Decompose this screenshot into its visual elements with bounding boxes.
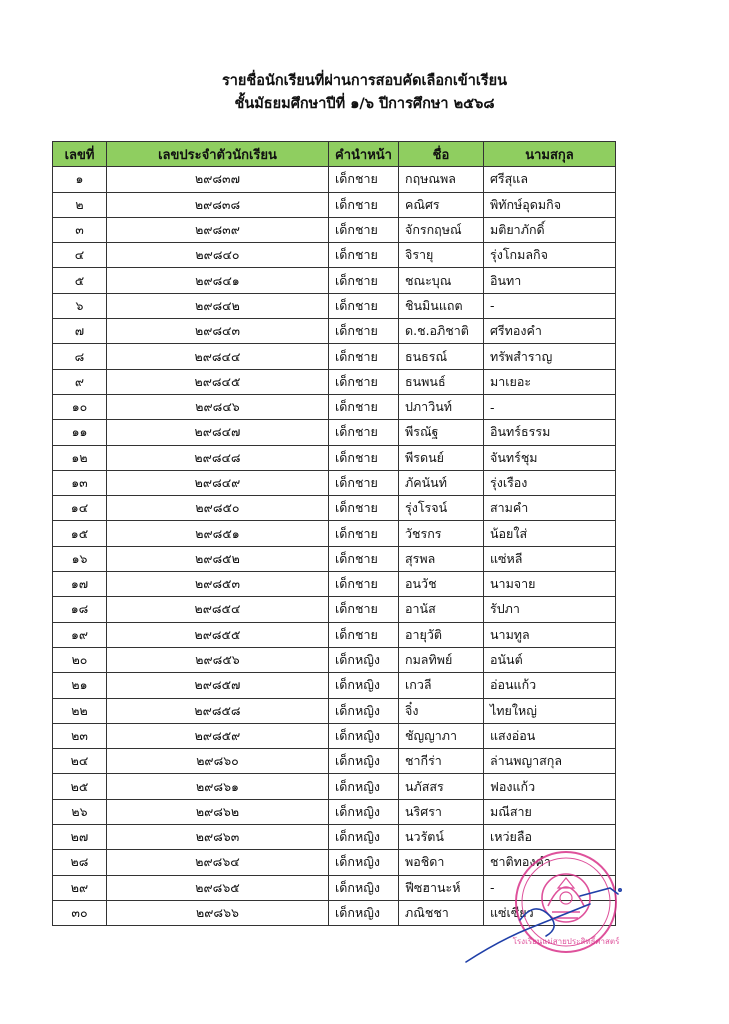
cell-surname: น้อยใส่ bbox=[484, 521, 616, 546]
header-no: เลขที่ bbox=[53, 142, 107, 167]
cell-surname: ศรีทองคำ bbox=[484, 319, 616, 344]
cell-first-name: รุ่งโรจน์ bbox=[399, 496, 484, 521]
cell-no: ๓ bbox=[53, 217, 107, 242]
cell-student-id: ๒๙๘๓๘ bbox=[107, 192, 329, 217]
cell-surname: เหว่ยลือ bbox=[484, 825, 616, 850]
cell-no: ๑ bbox=[53, 167, 107, 192]
table-row bbox=[53, 192, 616, 217]
table-row bbox=[53, 673, 616, 698]
cell-no: ๒๖ bbox=[53, 799, 107, 824]
cell-first-name: พีรณัฐ bbox=[399, 420, 484, 445]
cell-no: ๒๘ bbox=[53, 850, 107, 875]
table-row bbox=[53, 749, 616, 774]
table-row bbox=[53, 723, 616, 748]
cell-prefix: เด็กชาย bbox=[329, 445, 399, 470]
cell-surname: - bbox=[484, 394, 616, 419]
cell-first-name: จิ๋ง bbox=[399, 698, 484, 723]
cell-prefix: เด็กหญิง bbox=[329, 850, 399, 875]
table-row bbox=[53, 369, 616, 394]
cell-no: ๑๖ bbox=[53, 546, 107, 571]
cell-prefix: เด็กชาย bbox=[329, 521, 399, 546]
table-row bbox=[53, 496, 616, 521]
cell-surname: มติยาภักดิ์ bbox=[484, 217, 616, 242]
cell-prefix: เด็กหญิง bbox=[329, 647, 399, 672]
header-student-id: เลขประจำตัวนักเรียน bbox=[107, 142, 329, 167]
cell-prefix: เด็กชาย bbox=[329, 192, 399, 217]
cell-surname: รุ่งโกมลกิจ bbox=[484, 243, 616, 268]
cell-student-id: ๒๙๘๔๑ bbox=[107, 268, 329, 293]
cell-first-name: ธนพนธ์ bbox=[399, 369, 484, 394]
cell-first-name: ภณิชชา bbox=[399, 900, 484, 925]
cell-surname: ชาติทองคำ bbox=[484, 850, 616, 875]
cell-surname: นามทูล bbox=[484, 622, 616, 647]
cell-first-name: จักรกฤษณ์ bbox=[399, 217, 484, 242]
cell-no: ๑๗ bbox=[53, 572, 107, 597]
cell-surname: พิทักษ์อุดมกิจ bbox=[484, 192, 616, 217]
cell-student-id: ๒๙๘๔๒ bbox=[107, 293, 329, 318]
cell-prefix: เด็กชาย bbox=[329, 470, 399, 495]
student-roster-table bbox=[52, 141, 616, 926]
cell-student-id: ๒๙๘๕๘ bbox=[107, 698, 329, 723]
header-first-name: ชื่อ bbox=[399, 142, 484, 167]
cell-first-name: ปภาวินท์ bbox=[399, 394, 484, 419]
cell-prefix: เด็กหญิง bbox=[329, 875, 399, 900]
cell-no: ๗ bbox=[53, 319, 107, 344]
cell-no: ๖ bbox=[53, 293, 107, 318]
cell-surname: แซ่เซียว bbox=[484, 900, 616, 925]
cell-student-id: ๒๙๘๔๔ bbox=[107, 344, 329, 369]
table-row bbox=[53, 217, 616, 242]
cell-first-name: ชณะบุณ bbox=[399, 268, 484, 293]
cell-no: ๒๐ bbox=[53, 647, 107, 672]
cell-prefix: เด็กหญิง bbox=[329, 673, 399, 698]
cell-student-id: ๒๙๘๔๓ bbox=[107, 319, 329, 344]
cell-surname: มณีสาย bbox=[484, 799, 616, 824]
table-row bbox=[53, 344, 616, 369]
table-row bbox=[53, 799, 616, 824]
table-row bbox=[53, 698, 616, 723]
cell-student-id: ๒๙๘๔๘ bbox=[107, 445, 329, 470]
cell-no: ๒๙ bbox=[53, 875, 107, 900]
cell-surname: รุ่งเรือง bbox=[484, 470, 616, 495]
cell-prefix: เด็กหญิง bbox=[329, 698, 399, 723]
cell-prefix: เด็กชาย bbox=[329, 622, 399, 647]
cell-student-id: ๒๙๘๓๙ bbox=[107, 217, 329, 242]
cell-prefix: เด็กหญิง bbox=[329, 799, 399, 824]
table-row bbox=[53, 445, 616, 470]
cell-no: ๒๗ bbox=[53, 825, 107, 850]
cell-surname: แซ่หลี bbox=[484, 546, 616, 571]
cell-prefix: เด็กชาย bbox=[329, 572, 399, 597]
table-row bbox=[53, 572, 616, 597]
cell-first-name: จิรายุ bbox=[399, 243, 484, 268]
cell-first-name: ชากีร่า bbox=[399, 749, 484, 774]
cell-no: ๑๒ bbox=[53, 445, 107, 470]
table-row bbox=[53, 293, 616, 318]
cell-first-name: วัชรกร bbox=[399, 521, 484, 546]
cell-no: ๑๔ bbox=[53, 496, 107, 521]
cell-surname: ไทยใหญ่ bbox=[484, 698, 616, 723]
cell-student-id: ๒๙๘๖๕ bbox=[107, 875, 329, 900]
table-row bbox=[53, 597, 616, 622]
cell-first-name: กมลทิพย์ bbox=[399, 647, 484, 672]
cell-student-id: ๒๙๘๖๖ bbox=[107, 900, 329, 925]
cell-prefix: เด็กชาย bbox=[329, 293, 399, 318]
table-row bbox=[53, 622, 616, 647]
cell-prefix: เด็กชาย bbox=[329, 496, 399, 521]
table-row bbox=[53, 394, 616, 419]
cell-no: ๑๑ bbox=[53, 420, 107, 445]
cell-no: ๑๕ bbox=[53, 521, 107, 546]
cell-prefix: เด็กชาย bbox=[329, 167, 399, 192]
cell-prefix: เด็กชาย bbox=[329, 420, 399, 445]
cell-first-name: อานัส bbox=[399, 597, 484, 622]
cell-first-name: ภัคนันท์ bbox=[399, 470, 484, 495]
cell-surname: อินทา bbox=[484, 268, 616, 293]
cell-surname: สามคำ bbox=[484, 496, 616, 521]
cell-surname: อนันต์ bbox=[484, 647, 616, 672]
cell-student-id: ๒๙๘๕๖ bbox=[107, 647, 329, 672]
cell-surname: ศรีสุแล bbox=[484, 167, 616, 192]
cell-first-name: อนวัช bbox=[399, 572, 484, 597]
cell-student-id: ๒๙๘๕๔ bbox=[107, 597, 329, 622]
cell-first-name: นวรัตน์ bbox=[399, 825, 484, 850]
cell-no: ๙ bbox=[53, 369, 107, 394]
cell-first-name: นภัสสร bbox=[399, 774, 484, 799]
cell-student-id: ๒๙๘๕๙ bbox=[107, 723, 329, 748]
table-row bbox=[53, 268, 616, 293]
table-row bbox=[53, 319, 616, 344]
cell-first-name: ฟีซฮานะห์ bbox=[399, 875, 484, 900]
cell-no: ๕ bbox=[53, 268, 107, 293]
cell-first-name: คณิศร bbox=[399, 192, 484, 217]
cell-student-id: ๒๙๘๖๒ bbox=[107, 799, 329, 824]
cell-surname: ล่านพญาสกุล bbox=[484, 749, 616, 774]
table-row bbox=[53, 647, 616, 672]
document-subtitle: ชั้นมัธยมศึกษาปีที่ ๑/๖ ปีการศึกษา ๒๕๖๘ bbox=[234, 96, 495, 112]
cell-surname: มาเยอะ bbox=[484, 369, 616, 394]
table-row bbox=[53, 470, 616, 495]
header-surname: นามสกุล bbox=[484, 142, 616, 167]
cell-prefix: เด็กหญิง bbox=[329, 749, 399, 774]
cell-no: ๒๔ bbox=[53, 749, 107, 774]
cell-first-name: ด.ช.อภิชาติ bbox=[399, 319, 484, 344]
cell-student-id: ๒๙๘๔๗ bbox=[107, 420, 329, 445]
cell-no: ๒๑ bbox=[53, 673, 107, 698]
table-row bbox=[53, 825, 616, 850]
cell-prefix: เด็กหญิง bbox=[329, 774, 399, 799]
seal-text: โรงเรียนแม่สายประสิทธิ์ศาสตร์ bbox=[512, 937, 620, 946]
cell-no: ๑๐ bbox=[53, 394, 107, 419]
cell-student-id: ๒๙๘๕๗ bbox=[107, 673, 329, 698]
cell-student-id: ๒๙๘๕๒ bbox=[107, 546, 329, 571]
cell-surname: ฟองแก้ว bbox=[484, 774, 616, 799]
cell-prefix: เด็กหญิง bbox=[329, 900, 399, 925]
cell-first-name: ชินมินแถต bbox=[399, 293, 484, 318]
cell-first-name: อายุวัติ bbox=[399, 622, 484, 647]
table-row bbox=[53, 521, 616, 546]
cell-student-id: ๒๙๘๕๐ bbox=[107, 496, 329, 521]
cell-no: ๒๕ bbox=[53, 774, 107, 799]
cell-surname: จันทร์ชุม bbox=[484, 445, 616, 470]
cell-surname: ทรัพสำราญ bbox=[484, 344, 616, 369]
cell-prefix: เด็กหญิง bbox=[329, 723, 399, 748]
table-row bbox=[53, 420, 616, 445]
cell-student-id: ๒๙๘๔๕ bbox=[107, 369, 329, 394]
cell-surname: รัปภา bbox=[484, 597, 616, 622]
cell-first-name: กฤษณพล bbox=[399, 167, 484, 192]
cell-surname: แสงอ่อน bbox=[484, 723, 616, 748]
cell-student-id: ๒๙๘๕๓ bbox=[107, 572, 329, 597]
cell-student-id: ๒๙๘๖๔ bbox=[107, 850, 329, 875]
cell-prefix: เด็กชาย bbox=[329, 243, 399, 268]
cell-first-name: ธนธรณ์ bbox=[399, 344, 484, 369]
header-prefix: คำนำหน้า bbox=[329, 142, 399, 167]
table-row bbox=[53, 546, 616, 571]
cell-no: ๔ bbox=[53, 243, 107, 268]
cell-surname: - bbox=[484, 293, 616, 318]
cell-first-name: นริศรา bbox=[399, 799, 484, 824]
cell-student-id: ๒๙๘๕๕ bbox=[107, 622, 329, 647]
cell-prefix: เด็กชาย bbox=[329, 319, 399, 344]
cell-no: ๓๐ bbox=[53, 900, 107, 925]
cell-first-name: พอชิดา bbox=[399, 850, 484, 875]
cell-no: ๑๘ bbox=[53, 597, 107, 622]
table-body bbox=[53, 167, 616, 926]
cell-no: ๑๓ bbox=[53, 470, 107, 495]
cell-student-id: ๒๙๘๔๙ bbox=[107, 470, 329, 495]
cell-surname: อ่อนแก้ว bbox=[484, 673, 616, 698]
cell-prefix: เด็กชาย bbox=[329, 597, 399, 622]
cell-prefix: เด็กหญิง bbox=[329, 825, 399, 850]
cell-first-name: เกวลี bbox=[399, 673, 484, 698]
cell-student-id: ๒๙๘๖๑ bbox=[107, 774, 329, 799]
cell-first-name: ชัญญาภา bbox=[399, 723, 484, 748]
cell-no: ๒๓ bbox=[53, 723, 107, 748]
cell-prefix: เด็กชาย bbox=[329, 394, 399, 419]
cell-student-id: ๒๙๘๖๓ bbox=[107, 825, 329, 850]
cell-surname: - bbox=[484, 875, 616, 900]
cell-no: ๒๒ bbox=[53, 698, 107, 723]
cell-student-id: ๒๙๘๖๐ bbox=[107, 749, 329, 774]
table-row bbox=[53, 774, 616, 799]
cell-first-name: สุรพล bbox=[399, 546, 484, 571]
cell-prefix: เด็กชาย bbox=[329, 268, 399, 293]
cell-student-id: ๒๙๘๓๗ bbox=[107, 167, 329, 192]
cell-prefix: เด็กชาย bbox=[329, 344, 399, 369]
table-row bbox=[53, 243, 616, 268]
cell-prefix: เด็กชาย bbox=[329, 369, 399, 394]
cell-first-name: พีรดนย์ bbox=[399, 445, 484, 470]
cell-no: ๒ bbox=[53, 192, 107, 217]
document-title: รายชื่อนักเรียนที่ผ่านการสอบคัดเลือกเข้าเรียน bbox=[221, 73, 507, 89]
table-header-row bbox=[53, 142, 616, 167]
signature-icon bbox=[460, 880, 630, 970]
cell-surname: นามจาย bbox=[484, 572, 616, 597]
cell-prefix: เด็กชาย bbox=[329, 546, 399, 571]
cell-student-id: ๒๙๘๔๐ bbox=[107, 243, 329, 268]
cell-student-id: ๒๙๘๕๑ bbox=[107, 521, 329, 546]
cell-no: ๘ bbox=[53, 344, 107, 369]
cell-no: ๑๙ bbox=[53, 622, 107, 647]
cell-student-id: ๒๙๘๔๖ bbox=[107, 394, 329, 419]
cell-prefix: เด็กชาย bbox=[329, 217, 399, 242]
table-row bbox=[53, 167, 616, 192]
cell-surname: อินทร์ธรรม bbox=[484, 420, 616, 445]
